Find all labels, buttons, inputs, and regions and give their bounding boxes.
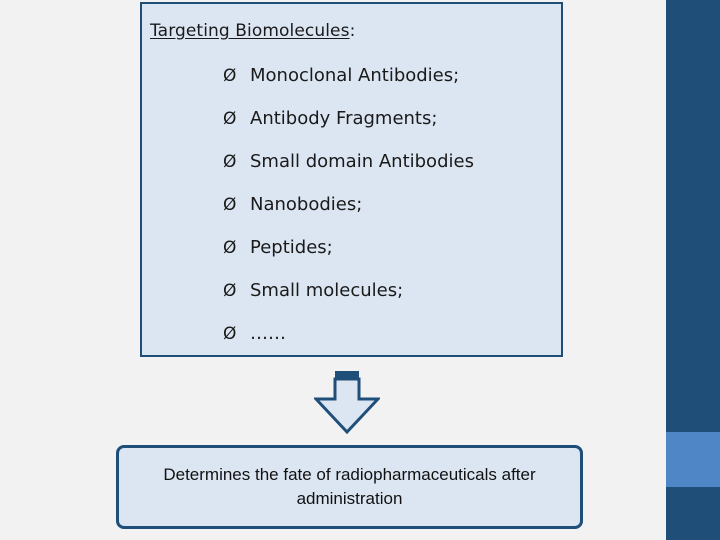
- heading-label: Targeting Biomolecules: [150, 21, 350, 41]
- arrow-bullet-icon: Ø: [223, 281, 237, 301]
- heading-colon: :: [349, 21, 356, 41]
- list-item-label: Small domain Antibodies: [250, 151, 474, 172]
- box-heading: [150, 21, 355, 41]
- list-item-label: ……: [250, 323, 286, 344]
- list-item: [223, 151, 474, 194]
- list-item-label: Peptides;: [250, 237, 333, 258]
- list-item-label: Nanobodies;: [250, 194, 363, 215]
- list-item-label: Small molecules;: [250, 280, 404, 301]
- right-sidebar-accent: [666, 432, 720, 487]
- list-item: [223, 280, 474, 323]
- list-item: [223, 237, 474, 280]
- right-sidebar-bar-bottom: [666, 487, 720, 540]
- list-item: [223, 323, 474, 366]
- list-item: [223, 108, 474, 151]
- right-sidebar-bar: [666, 0, 720, 432]
- arrow-bullet-icon: Ø: [223, 152, 237, 172]
- arrow-bullet-icon: Ø: [223, 195, 237, 215]
- arrow-bullet-icon: Ø: [223, 109, 237, 129]
- targeting-biomolecules-box: [140, 2, 563, 357]
- down-arrow-icon: [314, 370, 380, 434]
- list-item-label: Antibody Fragments;: [250, 108, 438, 129]
- result-text: Determines the fate of radiopharmaceuticals after administration: [163, 465, 536, 508]
- arrow-bullet-icon: Ø: [223, 66, 237, 86]
- result-box: [116, 445, 583, 529]
- arrow-bullet-icon: Ø: [223, 324, 237, 344]
- list-item: [223, 65, 474, 108]
- biomolecule-list: [223, 65, 474, 366]
- list-item-label: Monoclonal Antibodies;: [250, 65, 460, 86]
- arrow-bullet-icon: Ø: [223, 238, 237, 258]
- list-item: [223, 194, 474, 237]
